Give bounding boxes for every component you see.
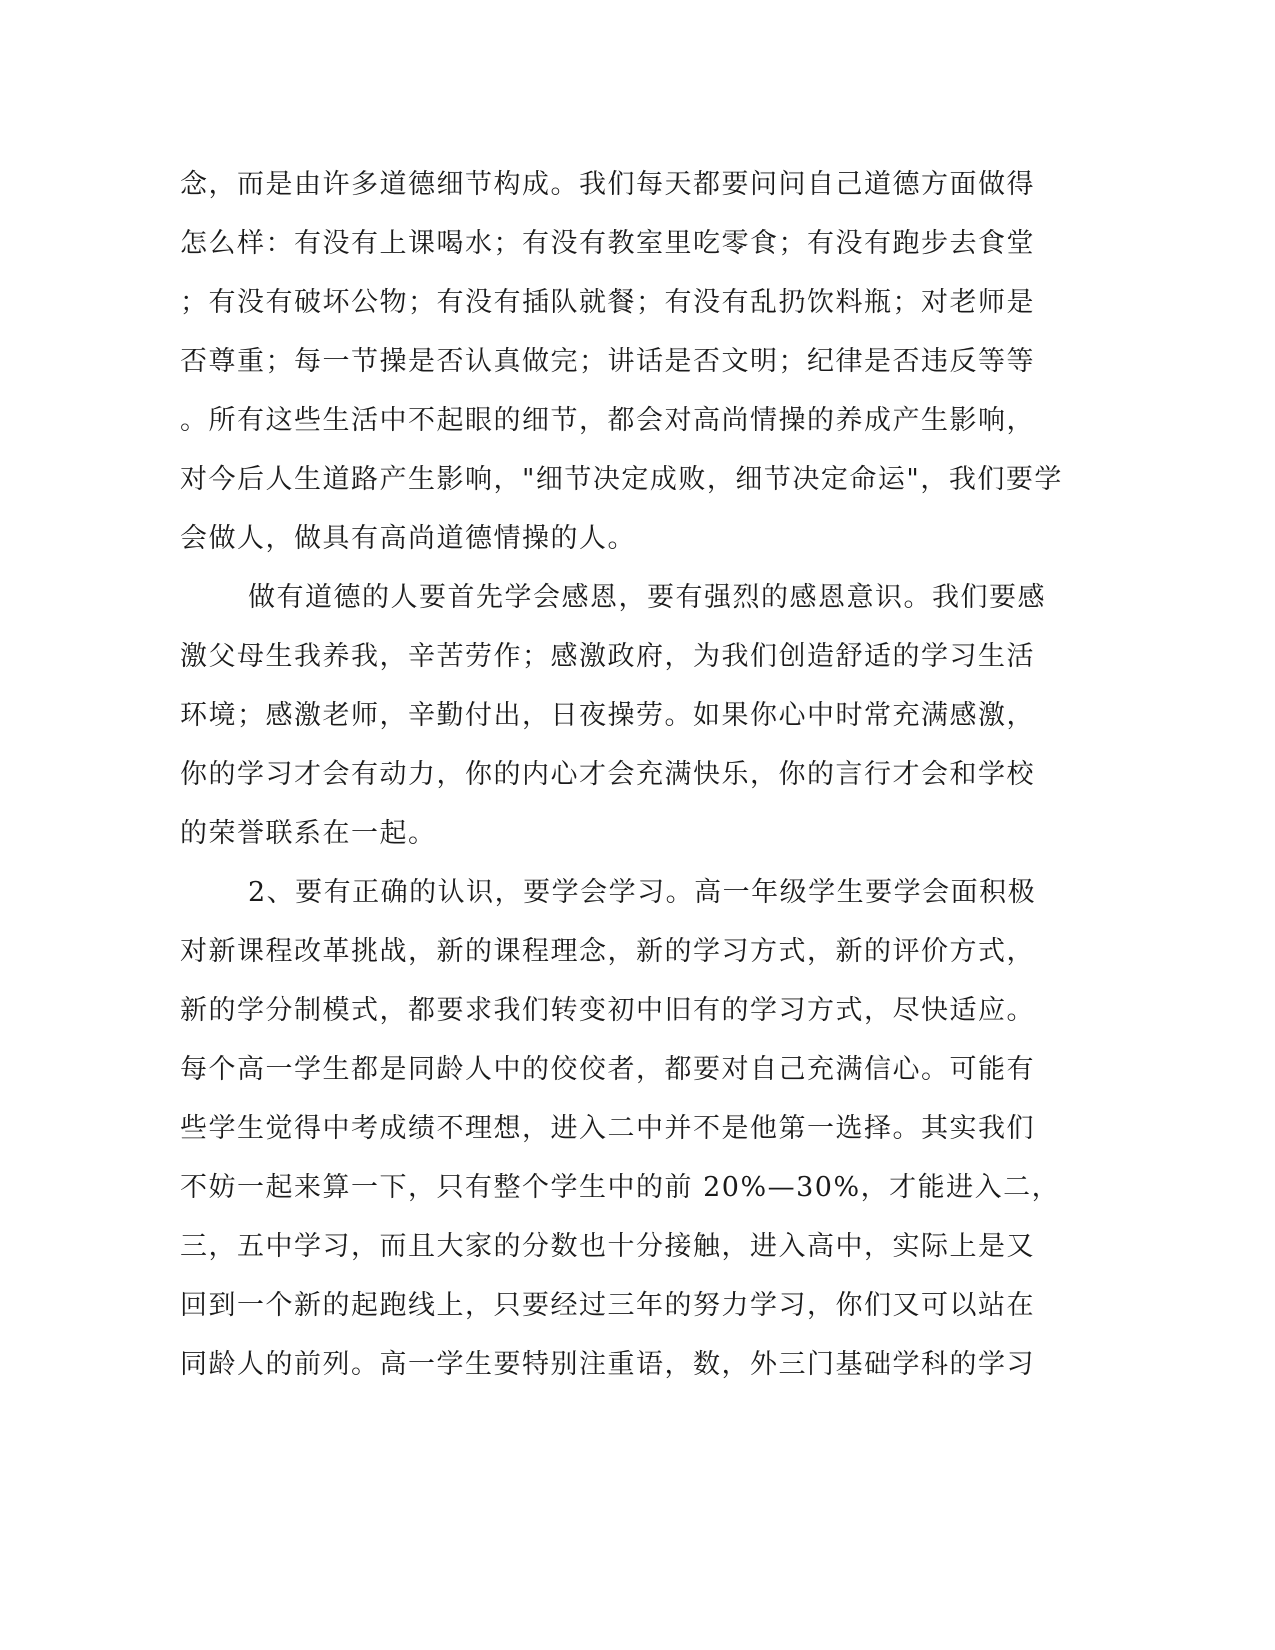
- text-line: 些学生觉得中考成绩不理想，进入二中并不是他第一选择。其实我们: [180, 1113, 1035, 1144]
- text-line: 同龄人的前列。高一学生要特别注重语，数，外三门基础学科的学习: [180, 1349, 1035, 1380]
- text-line: ；有没有破坏公物；有没有插队就餐；有没有乱扔饮料瓶；对老师是: [180, 287, 1035, 318]
- text-line: 2、要有正确的认识，要学会学习。高一年级学生要学会面积极: [248, 877, 1037, 908]
- text-line: 不妨一起来算一下，只有整个学生中的前 20%—30%，才能进入二，: [180, 1172, 1061, 1203]
- text-line: 否尊重；每一节操是否认真做完；讲话是否文明；纪律是否违反等等: [180, 346, 1035, 377]
- text-line: 的荣誉联系在一起。: [180, 818, 437, 849]
- paragraph-1: [180, 155, 1063, 568]
- paragraph-2: [180, 568, 1046, 863]
- text-line: 念，而是由许多道德细节构成。我们每天都要问问自己道德方面做得: [180, 169, 1035, 200]
- text-line: 怎么样：有没有上课喝水；有没有教室里吃零食；有没有跑步去食堂: [180, 228, 1035, 259]
- text-line: 对新课程改革挑战，新的课程理念，新的学习方式，新的评价方式，: [180, 936, 1035, 967]
- body-text: [180, 155, 1063, 1394]
- text-line: 你的学习才会有动力，你的内心才会充满快乐，你的言行才会和学校: [180, 759, 1035, 790]
- text-line: 做有道德的人要首先学会感恩，要有强烈的感恩意识。我们要感: [248, 582, 1046, 613]
- paragraph-3: [180, 863, 1061, 1394]
- text-line: 每个高一学生都是同龄人中的佼佼者，都要对自己充满信心。可能有: [180, 1054, 1035, 1085]
- text-line: 环境；感激老师，辛勤付出，日夜操劳。如果你心中时常充满感激，: [180, 700, 1035, 731]
- text-line: 回到一个新的起跑线上，只要经过三年的努力学习，你们又可以站在: [180, 1290, 1035, 1321]
- text-line: 三，五中学习，而且大家的分数也十分接触，进入高中，实际上是又: [180, 1231, 1035, 1262]
- text-line: 激父母生我养我，辛苦劳作；感激政府，为我们创造舒适的学习生活: [180, 641, 1035, 672]
- text-line: 对今后人生道路产生影响，"细节决定成败，细节决定命运"，我们要学: [180, 464, 1063, 495]
- text-line: 。所有这些生活中不起眼的细节，都会对高尚情操的养成产生影响，: [180, 405, 1035, 436]
- text-line: 新的学分制模式，都要求我们转变初中旧有的学习方式，尽快适应。: [180, 995, 1035, 1026]
- text-line: 会做人，做具有高尚道德情操的人。: [180, 523, 636, 554]
